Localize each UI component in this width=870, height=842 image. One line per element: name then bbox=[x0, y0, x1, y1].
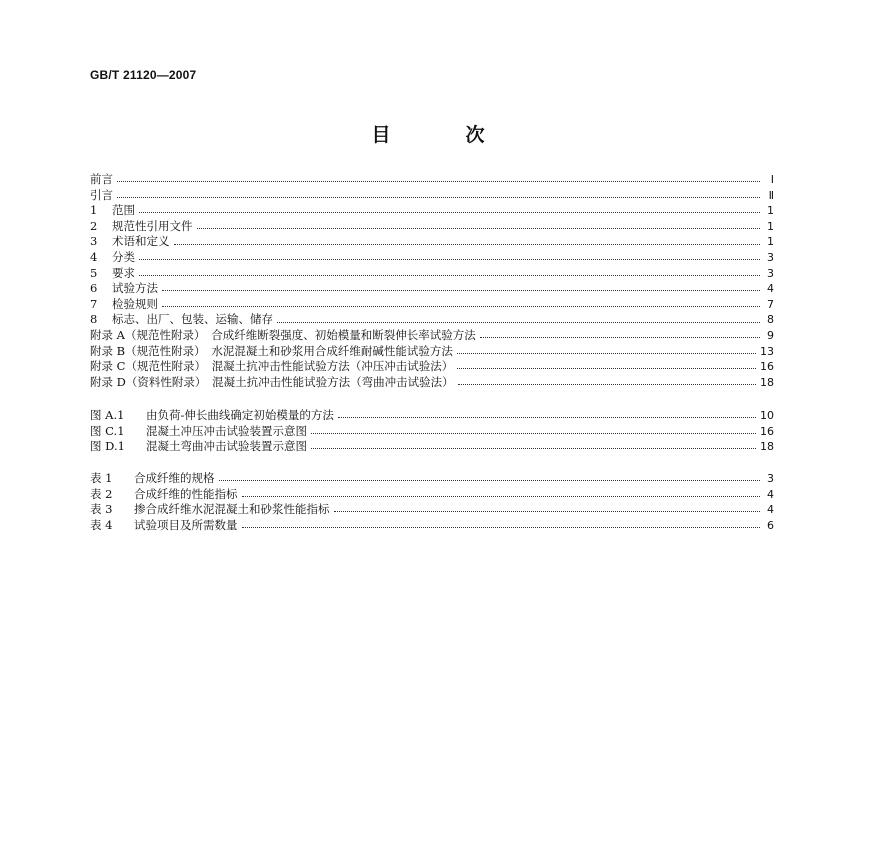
toc-entry[interactable] bbox=[90, 250, 774, 266]
dot-leader bbox=[458, 384, 756, 385]
toc-entry-number: 表 4 bbox=[90, 517, 113, 532]
toc-entry-label: 合成纤维的规格 bbox=[134, 471, 215, 485]
toc-entry[interactable] bbox=[90, 502, 774, 518]
toc-entry-label: 试验方法 bbox=[112, 281, 158, 296]
dot-leader bbox=[242, 527, 761, 528]
toc-entry[interactable] bbox=[90, 312, 774, 328]
toc-entry-number: 图 A.1 bbox=[90, 408, 125, 422]
dot-leader bbox=[480, 337, 760, 338]
toc-entry-number: 5 bbox=[90, 265, 98, 280]
toc-entry-page: 7 bbox=[767, 297, 774, 311]
dot-leader bbox=[334, 511, 761, 512]
toc-entry-number: 1 bbox=[90, 203, 98, 218]
toc-entry-page: 3 bbox=[767, 266, 774, 280]
toc-entry-number: 6 bbox=[90, 281, 98, 296]
dot-leader bbox=[457, 368, 756, 369]
toc-entry-label: 引言 bbox=[90, 187, 113, 202]
dot-leader bbox=[197, 228, 761, 229]
dot-leader bbox=[311, 433, 756, 434]
toc-entry-page: 1 bbox=[767, 219, 774, 233]
toc-entry[interactable] bbox=[90, 234, 774, 250]
toc-entry-label: 术语和定义 bbox=[112, 234, 170, 249]
dot-leader bbox=[162, 306, 760, 307]
toc-entry[interactable] bbox=[90, 471, 774, 487]
toc-entry-number: 2 bbox=[90, 218, 98, 233]
toc-entry-page: Ⅱ bbox=[768, 188, 774, 202]
toc-entry-label: 掺合成纤维水泥混凝土和砂浆性能指标 bbox=[134, 502, 330, 517]
dot-leader bbox=[117, 181, 760, 182]
toc-entry-page: 3 bbox=[767, 250, 774, 264]
standard-code: GB/T 21120—2007 bbox=[90, 68, 197, 82]
toc-entry-page: 8 bbox=[767, 313, 774, 327]
toc-entry-label: 要求 bbox=[112, 265, 135, 280]
toc-entry-page: 4 bbox=[767, 503, 774, 517]
toc-entry-page: 9 bbox=[767, 328, 774, 342]
toc-chapters bbox=[90, 172, 774, 390]
toc-entry-number: 8 bbox=[90, 312, 98, 327]
toc-entry[interactable] bbox=[90, 172, 774, 188]
toc-entry[interactable] bbox=[90, 408, 774, 424]
toc-entry[interactable] bbox=[90, 439, 774, 455]
toc-entry-label: 附录 D（资料性附录） 混凝土抗冲击性能试验方法（弯曲冲击试验法） bbox=[90, 374, 454, 389]
toc-entry-page: 13 bbox=[760, 344, 774, 358]
toc-entry-number: 3 bbox=[90, 234, 98, 249]
toc-entry-label: 附录 A（规范性附录） 合成纤维断裂强度、初始模量和断裂伸长率试验方法 bbox=[90, 327, 476, 342]
toc-entry-page: 4 bbox=[767, 282, 774, 296]
toc-entry-page: 10 bbox=[760, 409, 774, 422]
toc-entry-page: Ⅰ bbox=[770, 173, 774, 186]
toc-entry-page: 1 bbox=[767, 235, 774, 249]
toc-entry[interactable] bbox=[90, 518, 774, 534]
toc-entry-label: 范围 bbox=[112, 203, 135, 218]
toc-entry-number: 表 2 bbox=[90, 486, 113, 501]
dot-leader bbox=[457, 353, 756, 354]
toc-entry-label: 检验规则 bbox=[112, 296, 158, 311]
toc-entry-label: 混凝土弯曲冲击试验装置示意图 bbox=[146, 439, 307, 454]
dot-leader bbox=[242, 496, 761, 497]
dot-leader bbox=[139, 275, 760, 276]
toc-entry[interactable] bbox=[90, 424, 774, 440]
dot-leader bbox=[277, 322, 760, 323]
toc-entry-page: 3 bbox=[767, 472, 774, 485]
toc-entry-label: 附录 B（规范性附录） 水泥混凝土和砂浆用合成纤维耐碱性能试验方法 bbox=[90, 343, 453, 358]
toc-entry-page: 18 bbox=[760, 375, 774, 389]
toc-entry-page: 6 bbox=[767, 518, 774, 532]
toc-entry[interactable] bbox=[90, 219, 774, 235]
dot-leader bbox=[139, 259, 760, 260]
toc-entry[interactable] bbox=[90, 359, 774, 375]
dot-leader bbox=[162, 290, 760, 291]
toc-entry-label: 由负荷-伸长曲线确定初始模量的方法 bbox=[146, 408, 334, 422]
toc-entry-label: 试验项目及所需数量 bbox=[134, 517, 238, 532]
toc-entry[interactable] bbox=[90, 487, 774, 503]
toc-entry-label: 混凝土冲压冲击试验装置示意图 bbox=[146, 423, 307, 438]
toc-entry-label: 附录 C（规范性附录） 混凝土抗冲击性能试验方法（冲压冲击试验法） bbox=[90, 359, 454, 374]
dot-leader bbox=[117, 197, 760, 198]
dot-leader bbox=[139, 212, 760, 213]
toc-entry-number: 表 3 bbox=[90, 502, 113, 517]
toc-entry-page: 1 bbox=[767, 204, 774, 218]
toc-entry-label: 合成纤维的性能指标 bbox=[134, 486, 238, 501]
toc-entry-number: 表 1 bbox=[90, 471, 113, 485]
toc-entry-number: 图 C.1 bbox=[90, 423, 125, 438]
toc-entry[interactable] bbox=[90, 266, 774, 282]
toc-entry-label: 前言 bbox=[90, 172, 113, 186]
toc-entry-page: 4 bbox=[767, 487, 774, 501]
toc-entry-number: 图 D.1 bbox=[90, 439, 125, 454]
dot-leader bbox=[311, 448, 756, 449]
dot-leader bbox=[219, 480, 761, 481]
toc-entry-number: 7 bbox=[90, 296, 98, 311]
toc-entry[interactable] bbox=[90, 375, 774, 391]
toc-entry-label: 分类 bbox=[112, 249, 135, 264]
toc-tables bbox=[90, 471, 774, 533]
dot-leader bbox=[174, 244, 761, 245]
toc-entry-label: 标志、出厂、包装、运输、储存 bbox=[112, 312, 273, 327]
toc-entry-number: 4 bbox=[90, 249, 98, 264]
toc-entry[interactable] bbox=[90, 281, 774, 297]
page-title: 目 次 bbox=[371, 124, 513, 146]
toc-entry[interactable] bbox=[90, 203, 774, 219]
dot-leader bbox=[338, 417, 756, 418]
toc-figures bbox=[90, 408, 774, 455]
toc-entry[interactable] bbox=[90, 188, 774, 204]
toc-entry[interactable] bbox=[90, 328, 774, 344]
toc-entry-label: 规范性引用文件 bbox=[112, 218, 193, 233]
toc-entry[interactable] bbox=[90, 344, 774, 360]
toc-entry[interactable] bbox=[90, 297, 774, 313]
toc-entry-page: 18 bbox=[760, 440, 774, 454]
toc-entry-page: 16 bbox=[760, 424, 774, 438]
toc-entry-page: 16 bbox=[760, 360, 774, 374]
